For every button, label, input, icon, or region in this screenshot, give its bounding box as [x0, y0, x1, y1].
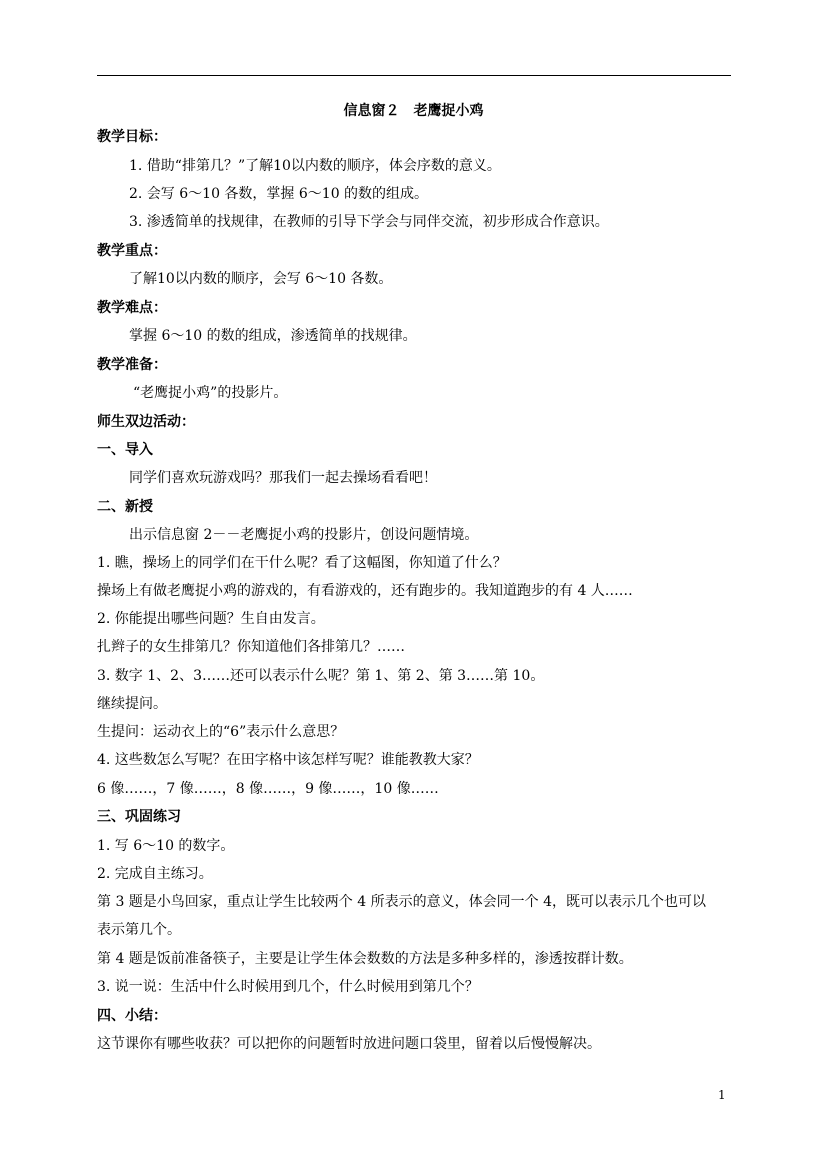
section-3-line: 2. 完成自主练习。: [97, 866, 213, 882]
section-3-heading: 三、巩固练习: [97, 809, 181, 825]
key-heading: 教学重点：: [97, 243, 167, 259]
section-2-line: 继续提问。: [97, 696, 167, 712]
activity-heading: 师生双边活动：: [97, 414, 195, 430]
section-2-line: 3. 数字 1、2、3……还可以表示什么呢？第 1、第 2、第 3……第 10。: [97, 668, 545, 684]
section-2-line: 1. 瞧，操场上的同学们在干什么呢？看了这幅图，你知道了什么？: [97, 555, 507, 571]
goal-item-1: 1. 借助“排第几？”了解10以内数的顺序，体会序数的意义。: [129, 158, 501, 174]
section-2-line: 2. 你能提出哪些问题？生自由发言。: [97, 611, 325, 627]
prep-heading: 教学准备：: [97, 357, 167, 373]
goal-item-2: 2. 会写 6～10 各数，掌握 6～10 的数的组成。: [129, 186, 429, 202]
goals-heading: 教学目标：: [97, 129, 167, 145]
section-2-line: 操场上有做老鹰捉小鸡的游戏的，有看游戏的，还有跑步的。我知道跑步的有 4 人……: [97, 583, 633, 599]
section-1-text: 同学们喜欢玩游戏吗？那我们一起去操场看看吧！: [129, 470, 437, 486]
header-rule: [97, 75, 731, 76]
section-3-line: 第 3 题是小鸟回家，重点让学生比较两个 4 所表示的意义，体会同一个 4，既可以表示几个也可以: [97, 894, 706, 910]
section-4-heading: 四、小结：: [97, 1008, 167, 1024]
section-3-line: 第 4 题是饭前准备筷子，主要是让学生体会数数的方法是多种多样的，渗透按群计数。: [97, 951, 633, 967]
section-3-line: 3. 说一说：生活中什么时候用到几个，什么时候用到第几个？: [97, 979, 479, 995]
section-2-line: 生提问：运动衣上的“6”表示什么意思？: [97, 724, 345, 740]
section-3-line: 表示第几个。: [97, 922, 181, 938]
section-2-line: 出示信息窗 2－－老鹰捉小鸡的投影片，创设问题情境。: [129, 527, 479, 543]
page-number: 1: [718, 1088, 726, 1102]
section-4-text: 这节课你有哪些收获？可以把你的问题暂时放进问题口袋里，留着以后慢慢解决。: [97, 1036, 601, 1052]
section-2-line: 6 像……，7 像……，8 像……，9 像……，10 像……: [97, 781, 439, 797]
key-text: 了解10以内数的顺序，会写 6～10 各数。: [129, 271, 393, 287]
prep-text: “老鹰捉小鸡”的投影片。: [133, 385, 288, 401]
difficult-text: 掌握 6～10 的数的组成，渗透简单的找规律。: [129, 328, 417, 344]
goal-item-3: 3. 渗透简单的找规律，在教师的引导下学会与同伴交流，初步形成合作意识。: [129, 214, 609, 230]
section-2-line: 扎辫子的女生排第几？你知道他们各排第几？……: [97, 639, 405, 655]
section-2-line: 4. 这些数怎么写呢？在田字格中该怎样写呢？谁能教教大家？: [97, 752, 479, 768]
section-3-line: 1. 写 6～10 的数字。: [97, 838, 235, 854]
document-title: 信息窗２ 老鹰捉小鸡: [343, 103, 484, 119]
difficult-heading: 教学难点：: [97, 300, 167, 316]
section-1-heading: 一、导入: [97, 442, 153, 458]
section-2-heading: 二、新授: [97, 499, 153, 515]
